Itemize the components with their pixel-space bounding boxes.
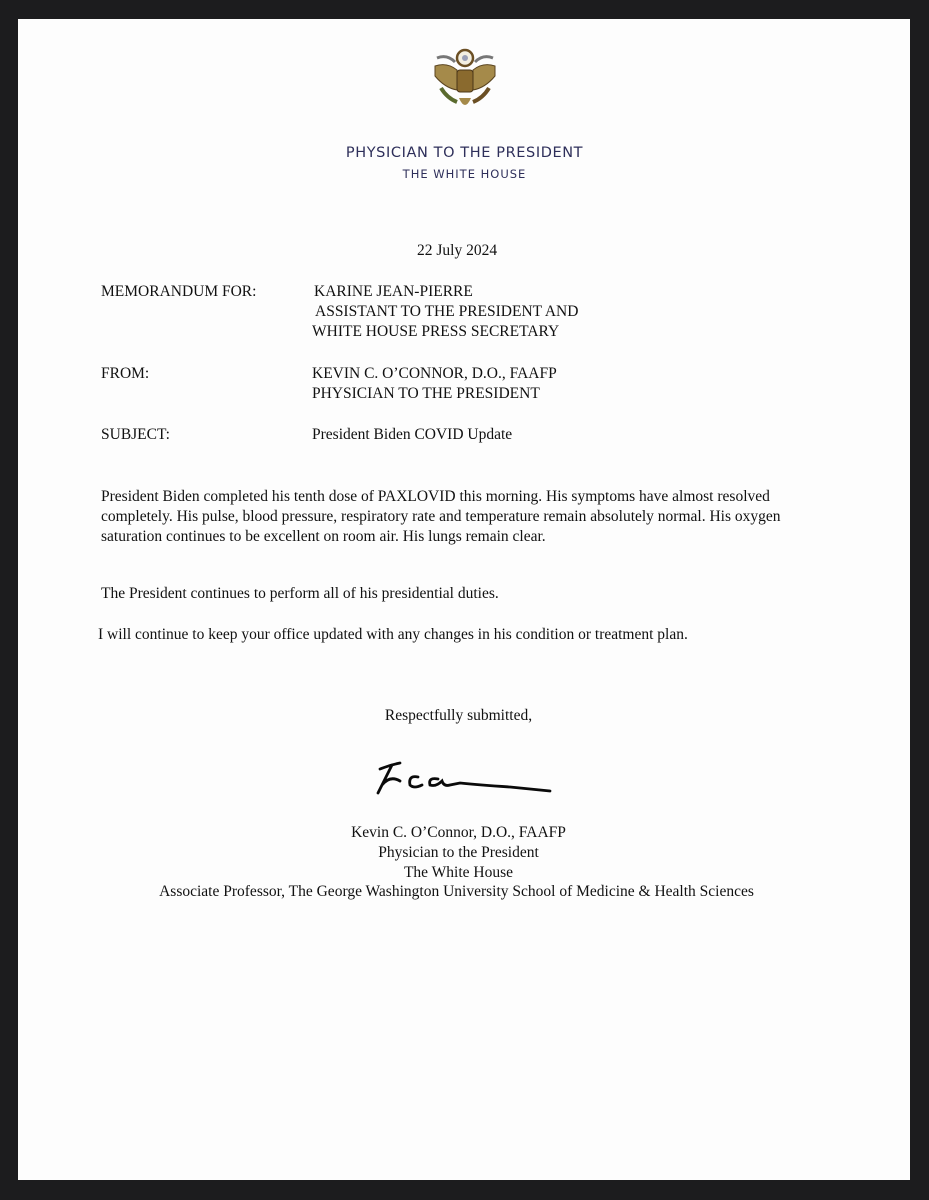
memo-for-label: MEMORANDUM FOR: <box>101 283 257 300</box>
letterhead-subtitle: THE WHITE HOUSE <box>402 167 527 181</box>
body-paragraph: I will continue to keep your office updated with any changes in his condition or treatment plan. <box>98 626 688 643</box>
signature-affiliation: Associate Professor, The George Washington University School of Medicine & Health Sciences <box>159 883 754 900</box>
closing: Respectfully submitted, <box>384 707 533 724</box>
memo-date: 22 July 2024 <box>417 242 498 259</box>
memo-subject: President Biden COVID Update <box>312 426 513 443</box>
signature-office: The White House <box>403 864 514 881</box>
body-paragraph: The President continues to perform all of his presidential duties. <box>101 585 499 602</box>
letterhead-title: PHYSICIAN TO THE PRESIDENT <box>345 145 584 161</box>
signature-image <box>360 755 560 805</box>
memo-for-line: ASSISTANT TO THE PRESIDENT AND <box>315 303 579 320</box>
signature-name: Kevin C. O’Connor, D.O., FAAFP <box>351 824 566 841</box>
memo-subject-label: SUBJECT: <box>101 426 170 443</box>
signature-title: Physician to the President <box>378 844 539 861</box>
great-seal-icon <box>427 48 503 114</box>
memo-for-line: WHITE HOUSE PRESS SECRETARY <box>312 323 560 340</box>
body-paragraph: President Biden completed his tenth dose of PAXLOVID this morning. His symptoms have almost resolved completely. His pulse, blood pressure, respiratory rate and temperature remain absolutely normal. His oxygen saturation continues to be excellent on room air. His lungs remain clear. <box>101 488 781 545</box>
memo-from-label: FROM: <box>101 365 150 382</box>
memo-from-line: KEVIN C. O’CONNOR, D.O., FAAFP <box>312 365 557 382</box>
memo-from-line: PHYSICIAN TO THE PRESIDENT <box>312 385 540 402</box>
memo-for-line: KARINE JEAN-PIERRE <box>314 283 473 300</box>
